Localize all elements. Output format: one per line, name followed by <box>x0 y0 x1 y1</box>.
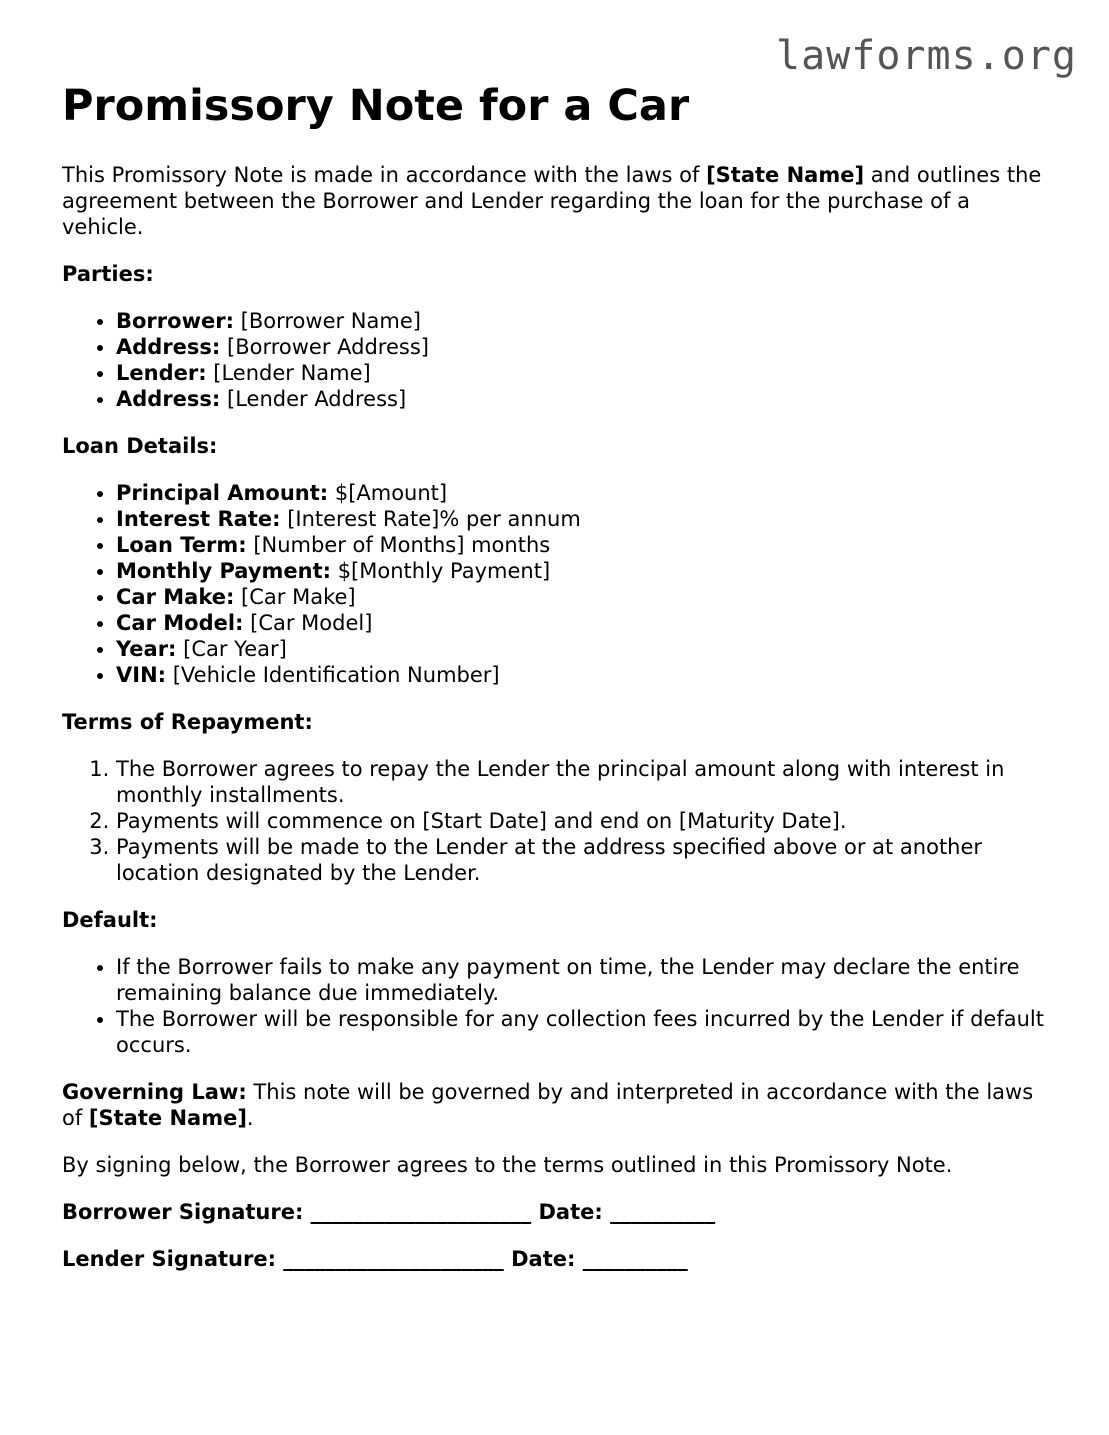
governing-law-paragraph <box>62 1079 1052 1131</box>
borrower-date-label: Date: <box>538 1200 603 1224</box>
default-heading: Default: <box>62 908 158 932</box>
lender-signature-line <box>62 1246 1052 1272</box>
item-label: Loan Term: <box>116 533 247 557</box>
list-item <box>116 610 1052 636</box>
item-value: [Borrower Name] <box>233 309 421 333</box>
list-item: 1. The Borrower agrees to repay the Lender the principal amount along with interest in monthly installments. <box>116 756 1052 808</box>
loan-details-heading: Loan Details: <box>62 434 218 458</box>
item-label: Principal Amount: <box>116 481 329 505</box>
list-item: 3. Payments will be made to the Lender at the address specified above or at another location designated by the Lender. <box>116 834 1052 886</box>
list-item <box>116 584 1052 610</box>
default-list <box>62 954 1052 1058</box>
item-label: Car Model: <box>116 611 244 635</box>
parties-list <box>62 308 1052 412</box>
item-label: Interest Rate: <box>116 507 281 531</box>
list-item: • The Borrower will be responsible for any collection fees incurred by the Lender if default occurs. <box>116 1006 1052 1058</box>
document-page <box>62 80 1052 1293</box>
governing-law-end: . <box>246 1106 254 1130</box>
list-item: 2. Payments will commence on [Start Date] and end on [Maturity Date]. <box>116 808 1052 834</box>
list-item <box>116 636 1052 662</box>
item-value: [Interest Rate]% per annum <box>280 507 581 531</box>
list-item <box>116 480 1052 506</box>
item-value: $[Amount] <box>328 481 448 505</box>
item-value: [Lender Address] <box>220 387 407 411</box>
list-item <box>116 506 1052 532</box>
lender-date-blank: __________ <box>575 1247 688 1271</box>
borrower-date-blank: __________ <box>602 1200 716 1224</box>
governing-law-text: This note will be governed by and interpreted in accordance with the laws of <box>62 1080 1034 1130</box>
borrower-signature-line <box>62 1199 1052 1225</box>
list-item <box>116 532 1052 558</box>
lender-signature-blank: _____________________ <box>275 1247 512 1271</box>
lender-date-label: Date: <box>511 1247 576 1271</box>
list-item <box>116 334 1052 360</box>
item-value: [Borrower Address] <box>220 335 429 359</box>
item-label: Lender: <box>116 361 207 385</box>
list-item <box>116 308 1052 334</box>
item-label: Year: <box>116 637 177 661</box>
intro-text-2: and outlines the agreement between the Borrower and Lender regarding the loan for the purchase of a vehicle. <box>62 163 1042 239</box>
item-value: [Vehicle Identification Number] <box>166 663 500 687</box>
borrower-signature-label: Borrower Signature: <box>62 1200 304 1224</box>
item-label: Car Make: <box>116 585 235 609</box>
intro-state-name: [State Name] <box>706 163 865 187</box>
closing-paragraph: By signing below, the Borrower agrees to the terms outlined in this Promissory Note. <box>62 1153 953 1177</box>
governing-law-state: [State Name] <box>88 1106 247 1130</box>
item-label: Address: <box>116 387 221 411</box>
intro-paragraph <box>62 162 1052 240</box>
repayment-list <box>62 756 1052 886</box>
watermark-logo: lawforms.org <box>776 33 1077 79</box>
item-label: VIN: <box>116 663 167 687</box>
lender-signature-label: Lender Signature: <box>62 1247 276 1271</box>
governing-law-label: Governing Law: <box>62 1080 247 1104</box>
item-value: [Car Make] <box>234 585 356 609</box>
list-item <box>116 558 1052 584</box>
item-value: [Car Model] <box>243 611 373 635</box>
loan-details-list <box>62 480 1052 688</box>
item-value: [Lender Name] <box>206 361 371 385</box>
repayment-heading: Terms of Repayment: <box>62 710 313 734</box>
list-item <box>116 386 1052 412</box>
item-value: [Number of Months] months <box>246 533 551 557</box>
item-label: Address: <box>116 335 221 359</box>
borrower-signature-blank: _____________________ <box>303 1200 539 1224</box>
parties-heading: Parties: <box>62 262 154 286</box>
intro-text-1: This Promissory Note is made in accordance with the laws of <box>62 163 707 187</box>
item-value: [Car Year] <box>176 637 287 661</box>
list-item <box>116 662 1052 688</box>
list-item: • If the Borrower fails to make any payment on time, the Lender may declare the entire remaining balance due immediately. <box>116 954 1052 1006</box>
item-label: Borrower: <box>116 309 234 333</box>
item-label: Monthly Payment: <box>116 559 332 583</box>
list-item <box>116 360 1052 386</box>
item-value: $[Monthly Payment] <box>331 559 551 583</box>
document-title: Promissory Note for a Car <box>62 81 690 131</box>
